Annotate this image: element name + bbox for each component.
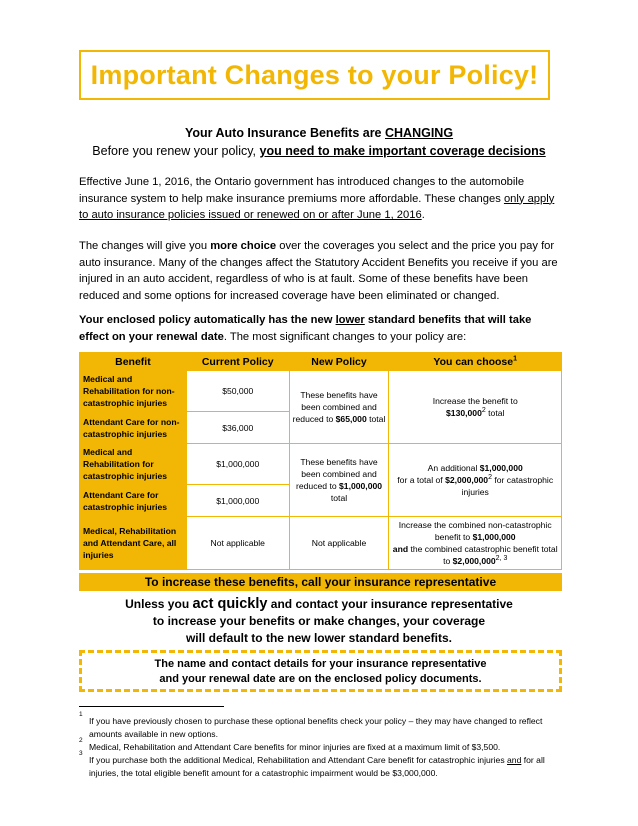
paragraph-enclosed [79, 312, 559, 345]
choose-cell-mid: for a total of [397, 475, 446, 485]
footnote-3-text: If you purchase both the additional Medical, Rehabilitation and Attendant Care benefit for catastrophic injuries [89, 755, 508, 765]
table-header-row [80, 353, 562, 371]
new-cell-total: total [366, 414, 386, 424]
benefit-cell: Medical and Rehabilitation for non-catastrophic injuries [80, 371, 187, 412]
benefit-cell: Attendant Care for catastrophic injuries [80, 485, 187, 517]
footnote-3-and: and [507, 755, 522, 765]
new-cell-total: total [330, 493, 348, 503]
current-cell: $1,000,000 [186, 485, 289, 517]
footnote-2: 2 Medical, Rehabilitation and Attendant Care benefits for minor injuries are fixed at a maximum limit of $3,500. [79, 741, 562, 754]
para1-underline: only apply to auto insurance policies issued or renewed on or after June 1, 2016 [79, 192, 555, 221]
para2-bold: more choice [210, 240, 277, 252]
choose-cell [389, 517, 562, 570]
header-new-policy: New Policy [289, 353, 389, 371]
choose-cell-total: total [485, 408, 505, 418]
subhead-line2-text: Before you renew your policy, [92, 144, 260, 158]
warning-post: and contact your insurance representative [267, 597, 513, 611]
choose-cell-post: for catastrophic injuries [461, 475, 554, 497]
choose-cell-amount1: $1,000,000 [472, 532, 516, 542]
para1-end: . [421, 209, 425, 221]
new-cell-text: These benefits have been combined and reduced to [292, 390, 378, 424]
warning-line3: will default to the new lower standard benefits. [185, 631, 453, 645]
para3-bold-pre: Your enclosed policy automatically has the new [79, 314, 336, 326]
title-box [79, 50, 550, 100]
footnote-1: 1 If you have previously chosen to purchase these optional benefits check your policy – they may have changed to reflect amounts available in new options. [79, 715, 562, 740]
choose-cell-amount2: $2,000,000 [452, 556, 496, 566]
page-title: Important Changes to your Policy! [90, 59, 539, 90]
choose-cell-and: and [392, 544, 409, 554]
header-current-policy: Current Policy [186, 353, 289, 371]
paragraph-effective [79, 174, 559, 224]
warning-act-quickly: act quickly [192, 596, 268, 612]
choose-cell-amount2: $2,000,000 [445, 475, 489, 485]
para1-text: Effective June 1, 2016, the Ontario government has introduced changes to the automobile insurance system to help make insurance premiums more affordable. These changes [79, 176, 525, 205]
para3-bold-post: standard benefits that will take effect on your renewal date [79, 314, 532, 343]
benefit-cell: Medical and Rehabilitation for catastrophic injuries [80, 444, 187, 485]
header-choose-text: You can choose [433, 355, 514, 368]
current-cell: $1,000,000 [186, 444, 289, 485]
para3-lower: lower [335, 314, 365, 326]
table-row [80, 444, 562, 485]
choose-cell [389, 371, 562, 444]
current-cell: $50,000 [186, 371, 289, 412]
header-choose-sup: 1 [513, 355, 518, 362]
new-cell-text: These benefits have been combined and reduced to [296, 457, 378, 491]
benefits-table [79, 352, 562, 570]
para2-pre: The changes will give you [79, 240, 211, 252]
header-benefit: Benefit [80, 353, 187, 371]
new-policy-cell [289, 371, 389, 444]
default-warning [0, 596, 638, 647]
contact-details-box [79, 650, 562, 692]
footnote-2-text: Medical, Rehabilitation and Attendant Care benefits for minor injuries are fixed at a maximum limit of $3,500. [89, 742, 501, 752]
choose-cell-sup: 2, 3 [495, 555, 508, 563]
footnote-1-text: If you have previously chosen to purchase these optional benefits check your policy – they may have changed to reflect amounts available in new options. [89, 716, 543, 739]
subhead-changing: CHANGING [384, 126, 454, 140]
header-you-can-choose [389, 353, 562, 371]
new-policy-cell [289, 444, 389, 517]
contact-line2: and your renewal date are on the enclosed policy documents. [159, 673, 482, 685]
para3-post: . The most significant changes to your policy are: [223, 330, 467, 343]
footnote-3-body [79, 754, 562, 779]
warning-line2: to increase your benefits or make changes, your coverage [152, 614, 486, 628]
footnote-divider [79, 706, 224, 707]
subhead-line1 [0, 126, 638, 140]
call-representative-bar: To increase these benefits, call your insurance representative [79, 573, 562, 591]
choose-cell-amount1: $1,000,000 [479, 463, 523, 473]
para2-post: over the coverages you select and the price you pay for auto insurance. Many of the changes affect the Statutory Accident Benefits you receive if you are injured in an auto accident, regardless of who is at fault. Some of these benefits have been reduced and some options for increased coverage have been eliminated or changed. [79, 240, 558, 302]
subhead-decisions: you need to make important coverage decisions [259, 144, 546, 158]
benefit-cell: Attendant Care for non-catastrophic injuries [80, 412, 187, 444]
paragraph-changes [79, 238, 559, 304]
warning-pre: Unless you [125, 597, 193, 611]
choose-cell-mid: the combined catastrophic benefit total to [408, 544, 558, 566]
subhead-line2 [0, 144, 638, 158]
current-cell: $36,000 [186, 412, 289, 444]
subhead-line1-text: Your Auto Insurance Benefits are [184, 126, 385, 140]
footnote-3-text-post: for all injuries, the total eligible benefit amount for a catastrophic impairment would be $3,000,000. [89, 755, 545, 778]
choose-cell-text: Increase the benefit to [432, 396, 518, 406]
new-cell-amount: $65,000 [335, 414, 367, 424]
choose-cell-text: Increase the combined non-catastrophic benefit to [398, 520, 552, 542]
choose-cell-text: An additional [427, 463, 480, 473]
new-policy-cell: Not applicable [289, 517, 389, 570]
new-cell-amount: $1,000,000 [339, 481, 383, 491]
current-cell: Not applicable [186, 517, 289, 570]
choose-cell-sup: 2 [488, 474, 492, 482]
footnote-3: 3 If you purchase both the additional Medical, Rehabilitation and Attendant Care benefit for catastrophic injuries and for all injuries, the total eligible benefit amount for a catastrophic impairment would be $3,000,000. [79, 754, 562, 779]
contact-line1: The name and contact details for your insurance representative [154, 658, 487, 670]
choose-cell-amount: $130,000 [446, 408, 482, 418]
table-row [80, 517, 562, 570]
choose-cell-sup: 2 [481, 407, 486, 415]
choose-cell [389, 444, 562, 517]
table-row [80, 371, 562, 412]
benefit-cell: Medical, Rehabilitation and Attendant Care, all injuries [80, 517, 187, 570]
